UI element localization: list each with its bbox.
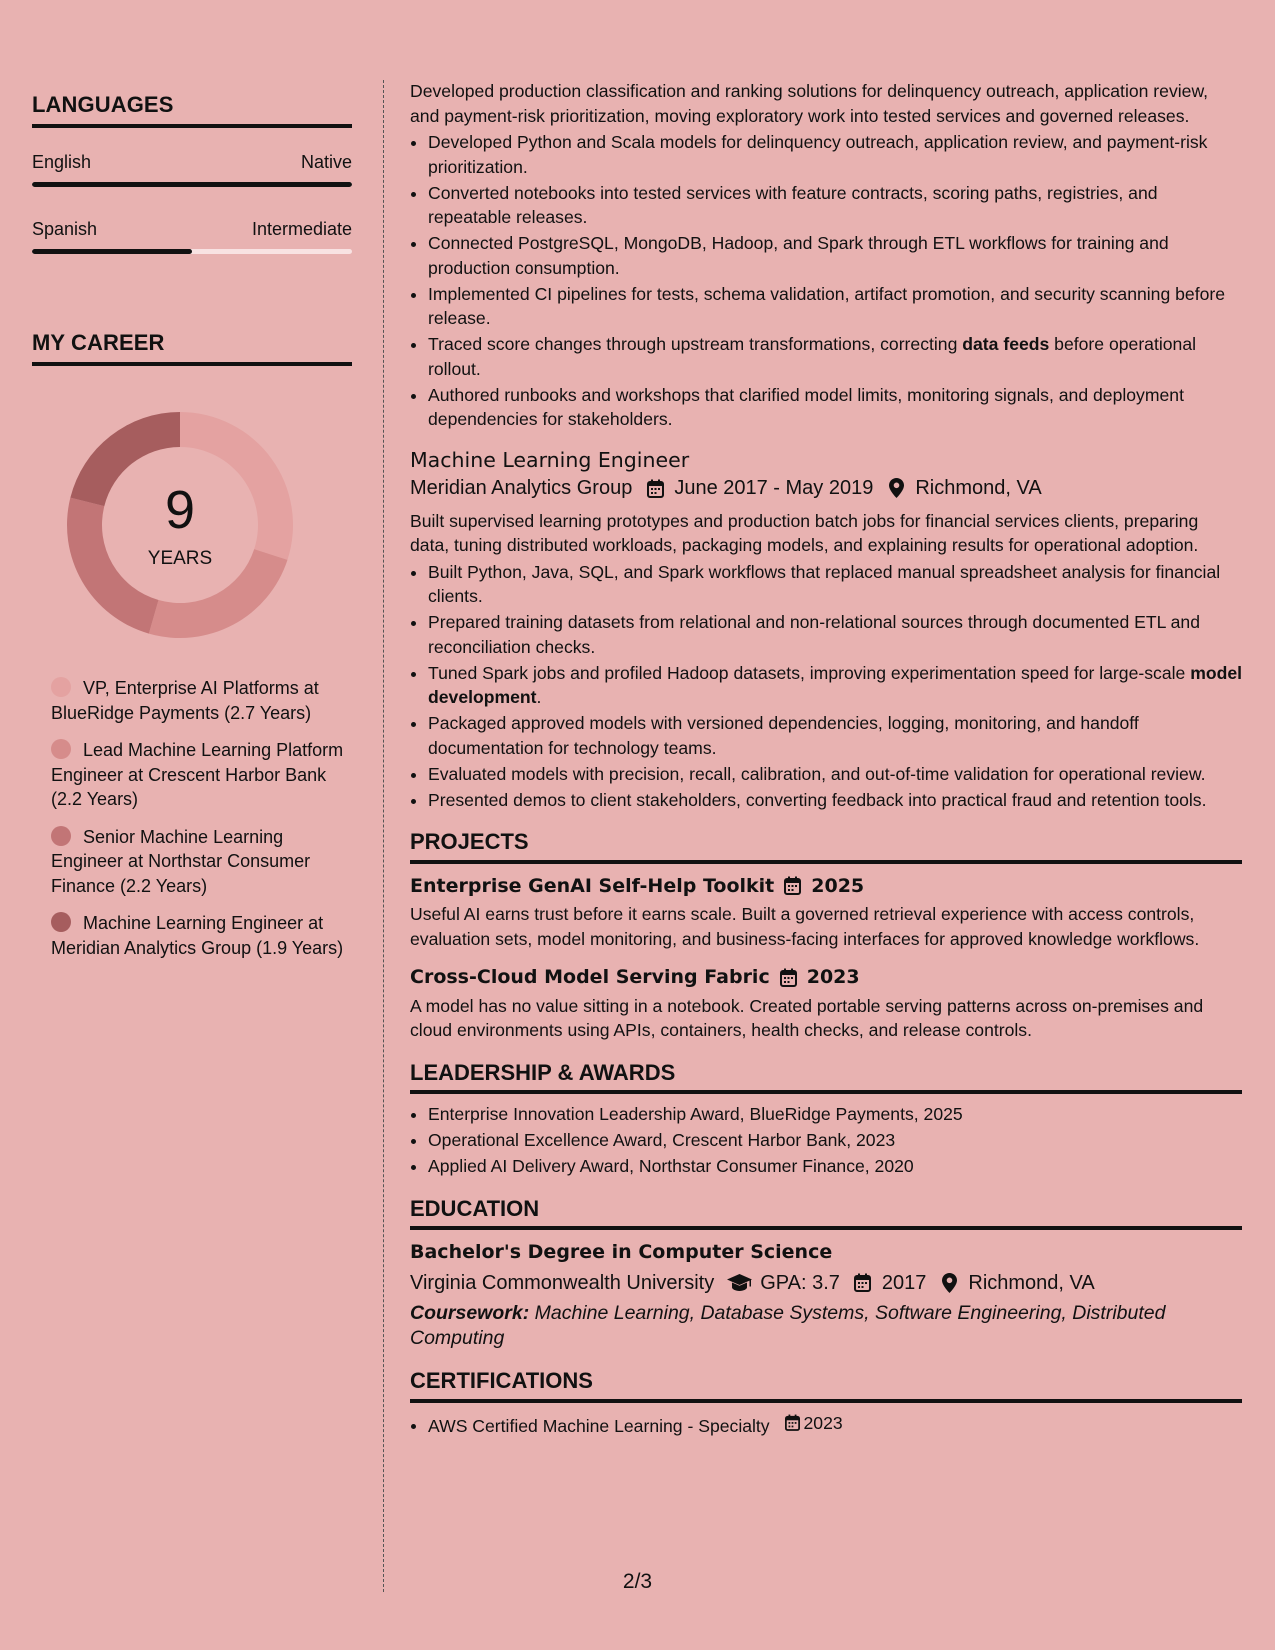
school-name: Virginia Commonwealth University <box>410 1271 715 1294</box>
job-bullet: • Authored runbooks and workshops that clarified model limits, monitoring signals, and deployment dependencies for stakeholders. <box>428 383 1242 432</box>
career-legend-item <box>51 825 352 899</box>
job-bullet: • Converted notebooks into tested services with feature contracts, scoring paths, registries, and repeatable releases. <box>428 181 1242 230</box>
legend-dot <box>51 826 71 846</box>
job-bullet: • Presented demos to client stakeholders, converting feedback into practical fraud and retention tools. <box>428 788 1242 813</box>
awards-heading: LEADERSHIP & AWARDS <box>410 1061 1242 1095</box>
education-heading: EDUCATION <box>410 1197 1242 1231</box>
degree-title: Bachelor's Degree in Computer Science <box>410 1241 833 1263</box>
job-bullet: • Built Python, Java, SQL, and Spark workflows that replaced manual spreadsheet analysis for financial clients. <box>428 560 1242 609</box>
legend-dot <box>51 677 71 697</box>
job-bullets <box>410 560 1242 813</box>
calendar-icon <box>644 477 666 499</box>
legend-dot <box>51 739 71 759</box>
career-legend-item <box>51 911 352 960</box>
school-location: Richmond, VA <box>968 1271 1095 1294</box>
award-item: • Applied AI Delivery Award, Northstar Consumer Finance, 2020 <box>428 1154 1242 1179</box>
location-pin-icon <box>885 477 907 499</box>
job-bullet: • Evaluated models with precision, recall, calibration, and out-of-time validation for operational review. <box>428 762 1242 787</box>
language-name: English <box>32 152 92 172</box>
location-pin-icon <box>938 1272 960 1294</box>
job-bullet: • Tuned Spark jobs and profiled Hadoop datasets, improving experimentation speed for large-scale model development. <box>428 661 1242 710</box>
bold-keyword: data feeds <box>962 334 1050 354</box>
job-bullet: • Developed Python and Scala models for delinquency outreach, application review, and payment-risk prioritization. <box>428 130 1242 179</box>
gpa: GPA: 3.7 <box>760 1271 840 1294</box>
project-description: A model has no value sitting in a notebook. Created portable serving patterns across on-premises and cloud environments using APIs, containers, health checks, and release controls. <box>410 995 1204 1040</box>
job-meta <box>410 476 1242 501</box>
job-bullet: • Prepared training datasets from relational and non-relational sources through documented ETL and reconciliation checks. <box>428 610 1242 659</box>
project-item <box>410 874 1242 952</box>
career-total-years: 9 <box>164 480 196 540</box>
award-item: • Enterprise Innovation Leadership Award, BlueRidge Payments, 2025 <box>428 1102 1242 1127</box>
language-level-fill <box>32 182 352 187</box>
job-location: Richmond, VA <box>915 477 1042 499</box>
career-heading: MY CAREER <box>32 330 352 366</box>
job-dates: June 2017 - May 2019 <box>674 477 874 499</box>
certifications-heading: CERTIFICATIONS <box>410 1369 1242 1403</box>
languages-heading: LANGUAGES <box>32 92 352 128</box>
legend-label: Senior Machine Learning Engineer at Northstar Consumer Finance (2.2 Years) <box>51 826 311 896</box>
calendar-icon <box>785 1414 800 1431</box>
project-title: Cross-Cloud Model Serving Fabric <box>410 966 770 988</box>
career-legend-item <box>51 676 352 725</box>
career-total-unit: YEARS <box>147 548 213 569</box>
certification-name: AWS Certified Machine Learning - Specialty <box>428 1415 770 1436</box>
award-item: • Operational Excellence Award, Crescent Harbor Bank, 2023 <box>428 1128 1242 1153</box>
job-bullets <box>410 130 1242 432</box>
project-item <box>410 965 1242 1043</box>
project-year: 2023 <box>806 966 860 988</box>
left-column <box>32 92 352 973</box>
company-name: Meridian Analytics Group <box>410 477 633 499</box>
job-bullet: • Connected PostgreSQL, MongoDB, Hadoop, and Spark through ETL workflows for training and production consumption. <box>428 231 1242 280</box>
language-level-bar <box>32 249 352 254</box>
career-legend-item <box>51 738 352 812</box>
education-meta <box>410 1271 1242 1296</box>
graduation-cap-icon <box>726 1272 752 1294</box>
calendar-icon <box>852 1272 874 1294</box>
job-bullet: • Implemented CI pipelines for tests, schema validation, artifact promotion, and security scanning before release. <box>428 282 1242 331</box>
job-title: Machine Learning Engineer <box>410 447 690 472</box>
language-name: Spanish <box>32 219 98 239</box>
job-summary: Developed production classification and ranking solutions for delinquency outreach, application review, and payment-risk prioritization, moving exploratory work into tested services and governed releases. <box>410 81 1209 126</box>
coursework-label: Coursework: <box>410 1302 530 1324</box>
certifications-list <box>410 1411 1242 1438</box>
legend-label: VP, Enterprise AI Platforms at BlueRidge Payments (2.7 Years) <box>51 678 319 723</box>
certification-year: 2023 <box>803 1412 843 1433</box>
language-level: Native <box>300 152 352 172</box>
right-column <box>410 79 1242 1439</box>
column-divider <box>383 80 384 1592</box>
legend-label: Lead Machine Learning Platform Engineer at Crescent Harbor Bank (2.2 Years) <box>51 740 344 809</box>
certification-item <box>428 1411 1242 1438</box>
page-number: 2/3 <box>622 1570 653 1593</box>
coursework <box>410 1301 1242 1351</box>
graduation-year: 2017 <box>881 1271 927 1294</box>
job-summary: Built supervised learning prototypes and production batch jobs for financial services clients, preparing data, tuning distributed workloads, packaging models, and explaining results for operational adoption. <box>410 510 1199 555</box>
career-legend <box>32 676 352 960</box>
calendar-icon <box>784 876 801 895</box>
project-title: Enterprise GenAI Self-Help Toolkit <box>410 874 775 897</box>
project-year: 2025 <box>811 874 865 897</box>
career-donut-chart <box>65 410 295 640</box>
legend-label: Machine Learning Engineer at Meridian Analytics Group (1.9 Years) <box>51 913 344 958</box>
language-level-bar <box>32 182 352 187</box>
language-item <box>32 152 352 187</box>
project-description: Useful AI earns trust before it earns scale. Built a governed retrieval experience with access controls, evaluation sets, model monitoring, and business-facing interfaces for approved knowledge workflows. <box>410 904 1200 949</box>
job-bullet: • Traced score changes through upstream transformations, correcting data feeds before operational rollout. <box>428 332 1242 381</box>
calendar-icon <box>780 968 797 987</box>
job-bullet: • Packaged approved models with versioned dependencies, logging, monitoring, and handoff documentation for technology teams. <box>428 711 1242 760</box>
projects-heading: PROJECTS <box>410 830 1242 864</box>
coursework-list: Machine Learning, Database Systems, Software Engineering, Distributed Computing <box>410 1302 1166 1349</box>
legend-dot <box>51 912 71 932</box>
language-level-fill <box>32 249 192 254</box>
bold-keyword: model development <box>428 662 1242 707</box>
awards-list <box>410 1102 1242 1179</box>
language-level: Intermediate <box>251 219 352 239</box>
language-item <box>32 219 352 254</box>
